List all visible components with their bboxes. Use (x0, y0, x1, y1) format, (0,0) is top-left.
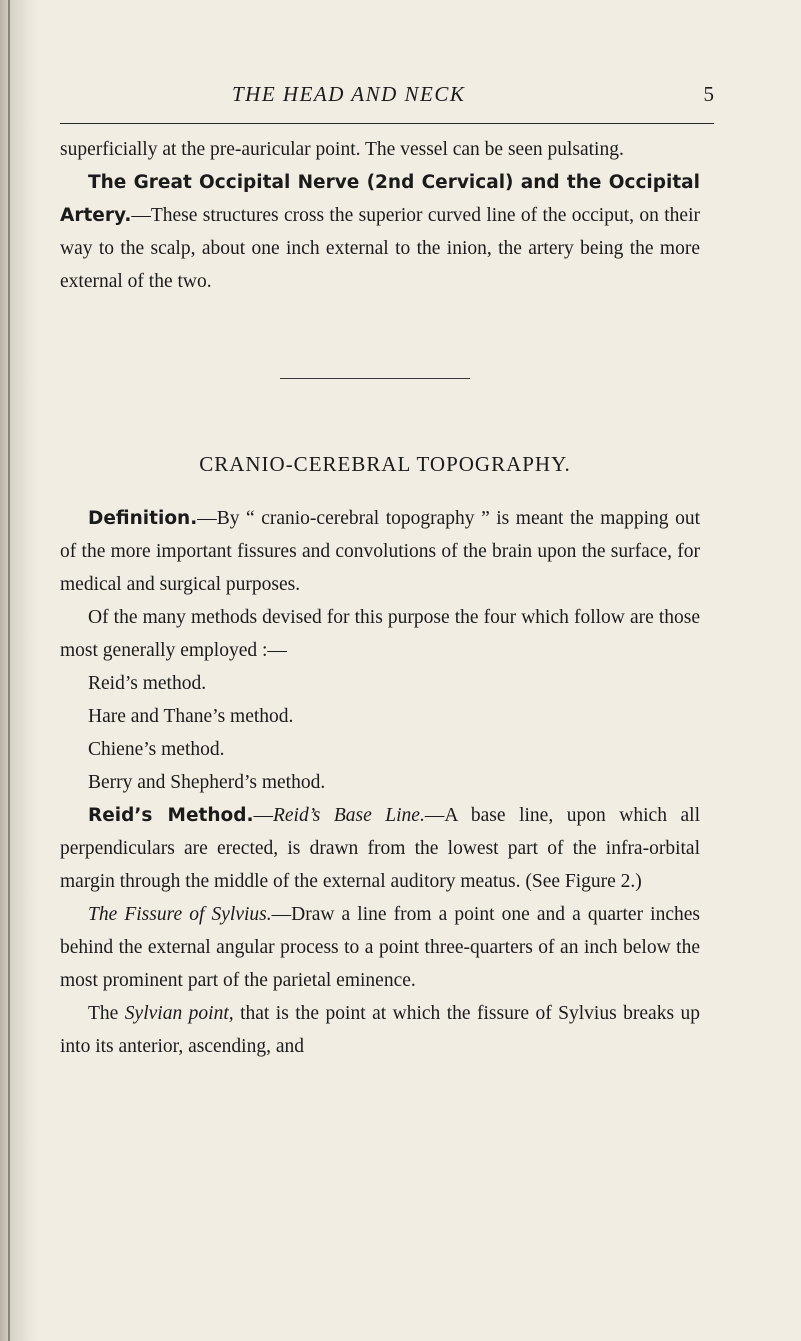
header-rule (60, 123, 714, 124)
method-item-berry-shepherd: Berry and Shepherd’s method. (88, 772, 326, 793)
definition-text: —By “ cranio-cerebral topography ” is meant the mapping out of the more important fissures and convolutions of the brain upon the surface, for medical and surgical purposes. (60, 508, 700, 595)
section-divider (280, 378, 470, 379)
occipital-text: —These structures cross the superior curved line of the occiput, on their way to the scalp, about one inch external to the inion, the artery being the more external of the two. (60, 205, 700, 292)
reid-heading: Reid’s Method. (88, 805, 254, 826)
definition-paragraph (60, 502, 700, 601)
page-edge-line (8, 0, 10, 1341)
reid-paragraph: Reid’s Method.—Reid’s Base Line.—A base line, upon which all perpendiculars are erected, is drawn from the lowest part of the infra-orbital margin through the middle of the external auditory meatus. (See Figure 2.) (60, 805, 700, 892)
running-title: THE HEAD AND NECK (232, 82, 466, 106)
body-text-top (60, 133, 700, 298)
page-number: 5 (703, 82, 714, 106)
method-item-chiene: Chiene’s method. (88, 739, 225, 760)
body-text-main (60, 502, 700, 1063)
running-head (60, 82, 714, 114)
sylvius-text: —Draw a line from a point one and a quarter inches behind the external angular process to a point three-quarters of an inch below the most prominent part of the parietal eminence. (60, 904, 700, 991)
sylvian-point-paragraph (60, 997, 700, 1063)
sylvius-paragraph (60, 898, 700, 997)
sylvian-point-lead: The (88, 1003, 119, 1024)
occipital-paragraph (60, 166, 700, 298)
method-item-reid: Reid’s method. (88, 673, 207, 694)
methods-intro-paragraph: Of the many methods devised for this purpose the four which follow are those most generally employed :— (60, 607, 700, 661)
reid-text: —A base line, upon which all perpendiculars are erected, is drawn from the lowest part of the infra-orbital margin through the middle of the external auditory meatus. (See Figure 2.) (60, 805, 700, 892)
sylvian-point-term: Sylvian point, (124, 1003, 234, 1024)
definition-heading: Definition. (88, 508, 198, 529)
method-item-hare-thane: Hare and Thane’s method. (88, 706, 294, 727)
reid-subheading: Reid’s Base Line. (272, 805, 425, 826)
sylvian-point-text: that is the point at which the fissure of Sylvius breaks up into its anterior, ascending, and (60, 1003, 701, 1057)
sylvius-heading: The Fissure of Sylvius. (88, 904, 272, 925)
occipital-heading: The Great Occipital Nerve (2nd Cervical) and the Occipital Artery. (60, 172, 700, 226)
section-title: CRANIO-CEREBRAL TOPOGRAPHY. (199, 452, 571, 476)
page-gutter-shadow (0, 0, 40, 1341)
intro-paragraph: superficially at the pre-auricular point. The vessel can be seen pulsating. (60, 139, 624, 160)
